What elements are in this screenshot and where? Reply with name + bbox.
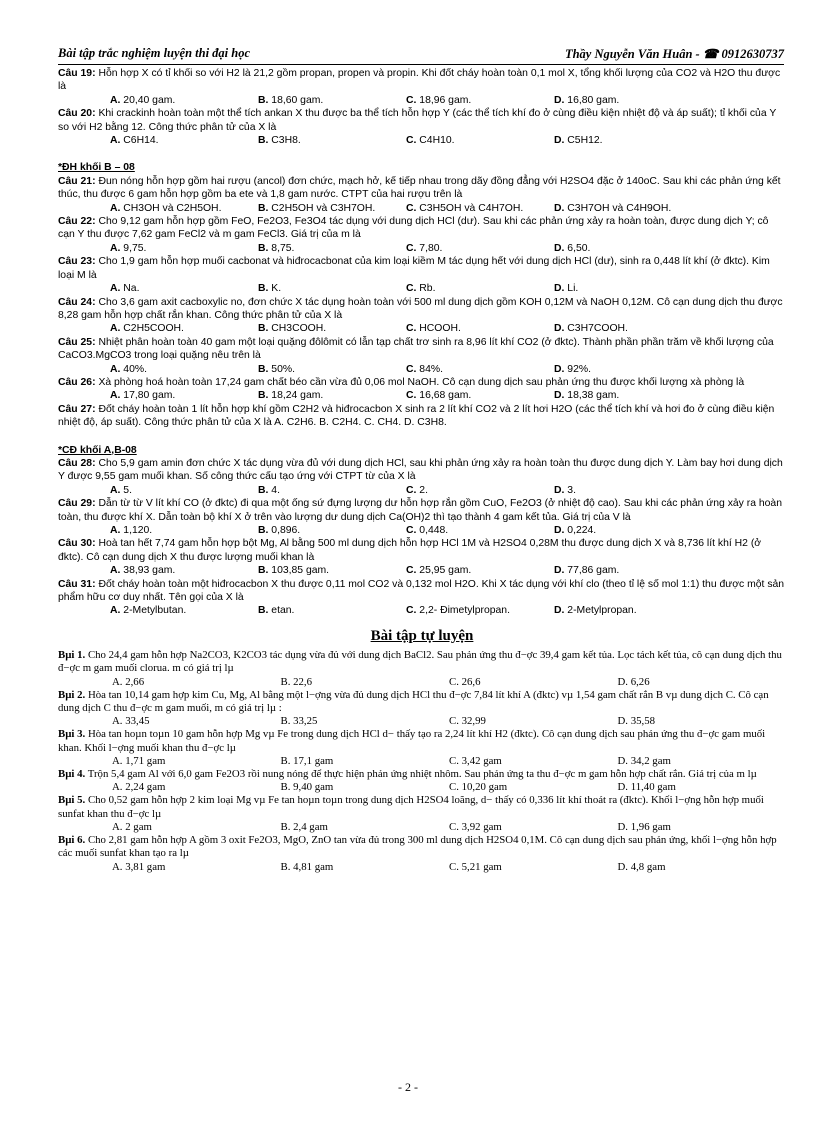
- answer-letter: A.: [110, 484, 121, 496]
- question-label: Câu 25:: [58, 336, 96, 348]
- question-text: [58, 336, 786, 363]
- exercise-body: Trộn 5,4 gam Al với 6,0 gam Fe2O3 rồi nung nóng để thực hiện phản ứng nhiệt nhôm. Sau phản ứng ta thu đ−ợc m gam hỗn hợp chất rắn. Giá trị của m lµ: [87, 768, 757, 781]
- answer-letter: C.: [406, 94, 417, 106]
- exercise-answer-option: B. 4,81 gam: [280, 860, 334, 873]
- question-body: Nhiệt phân hoàn toàn 40 gam một loại quặng đôlômit có lẫn tạp chất trơ sinh ra 8,96 lít khí CO2 (ở đktc). Thành phần phần trăm về khối lượng của CaCO3.MgCO3 trong loại quặng nêu trên là: [58, 336, 774, 362]
- answer-option: D. 16,80 gam.: [554, 94, 620, 106]
- question-label: Câu 31:: [58, 578, 96, 590]
- question-text: [58, 107, 786, 134]
- answer-letter: A.: [110, 242, 121, 254]
- answer-letter: D.: [554, 565, 565, 577]
- exercise-answer-option: A. 33,45: [112, 715, 150, 728]
- exercise-answer-option: B. 33,25: [280, 715, 318, 728]
- exercise-answer-option: C. 32,99: [449, 715, 486, 728]
- answer-letter: D.: [554, 283, 565, 295]
- answer-letter: B.: [258, 484, 269, 496]
- question-label: Câu 22:: [58, 216, 96, 228]
- answer-letter: C.: [406, 283, 417, 295]
- exercise-text: [58, 649, 786, 675]
- answer-option: D. 3.: [554, 484, 576, 496]
- answer-letter: C.: [406, 135, 417, 147]
- answer-option: C. 2.: [406, 484, 428, 496]
- answer-letter: A.: [110, 283, 121, 295]
- question-label: Câu 21:: [58, 175, 96, 187]
- answer-option: D. Li.: [554, 283, 579, 295]
- answer-letter: A.: [110, 202, 121, 214]
- exercise-answer-option: A. 3,81 gam: [112, 860, 166, 873]
- question-body: Cho 5,9 gam amin đơn chức X tác dụng vừa đủ với dung dịch HCl, sau khi phản ứng xảy ra hoàn toàn thu được dung dịch Y. Làm bay hơi dung dịch Y được 9,55 gam muối khan. Số công thức cấu tạo ứng với CTPT từ của X là: [58, 457, 783, 483]
- question-block-2: [58, 175, 786, 430]
- question-body: Đun nóng hỗn hợp gồm hai rượu (ancol) đơn chức, mạch hở, kế tiếp nhau trong dãy đồng đẳng với H2SO4 đặc ở 140oC. Sau khi các phản ứng kết thúc, thu được 6 gam hỗn hợp gồm ba ete và 1,8 gam nước. CTPT của hai rượu trên là: [58, 175, 781, 201]
- exercise-body: Cho 0,52 gam hỗn hợp 2 kim loại Mg vµ Fe tan hoµn toµn trong dung dịch H2SO4 loãng, d− thấy có 0,336 lít khí thoát ra (đktc). Khối l−ợng hỗn hợp muối sunfat khan thu đ−ợc lµ: [58, 794, 764, 820]
- answer-option: A. 9,75.: [110, 242, 147, 254]
- exercise-label: Bµi 2.: [58, 688, 86, 701]
- answer-letter: B.: [258, 242, 269, 254]
- answer-option: D. 77,86 gam.: [554, 565, 620, 577]
- question-body: Cho 9,12 gam hỗn hợp gồm FeO, Fe2O3, Fe3O4 tác dụng với dung dịch HCl (dư). Sau khi các phản ứng xảy ra hoàn toàn, được dung dịch Y; cô cạn Y thu được 7,62 gam FeCl2 và m gam FeCl3. Giá trị của m là: [58, 216, 769, 241]
- answer-option: B. 0,896.: [258, 525, 301, 536]
- answer-option: A. 20,40 gam.: [110, 94, 176, 106]
- question-label: Câu 19:: [58, 68, 96, 79]
- answer-letter: D.: [554, 242, 565, 254]
- page-number: - 2 -: [398, 1080, 418, 1094]
- exercise-label: Bµi 3.: [58, 728, 86, 741]
- section-heading-b08: *ĐH khối B – 08: [58, 162, 135, 174]
- exercise-answer-option: A. 1,71 gam: [112, 754, 166, 767]
- answer-option: C. 84%.: [406, 363, 443, 375]
- exercise-answer-option: D. 35,58: [617, 715, 655, 728]
- question-text: [58, 497, 786, 524]
- answer-option: A. 17,80 gam.: [110, 390, 176, 402]
- question-text: [58, 376, 786, 389]
- exercise-text: [58, 794, 786, 820]
- question-label: Câu 30:: [58, 538, 96, 550]
- answer-letter: C.: [406, 565, 417, 577]
- answer-letter: A.: [110, 525, 121, 536]
- question-body: Dẫn từ từ V lít khí CO (ở đktc) đi qua một ống sứ đựng lượng dư hỗn hợp rắn gồm CuO, Fe2O3 (ở nhiệt độ cao). Sau khi các phản ứng xảy ra hoàn toàn, thu được khí X. Dẫn toàn bộ khí X ở trên vào lượng dư dung dịch Ca(OH)2 thì tạo thành 4 gam kết tủa. Giá trị của V là: [58, 498, 782, 523]
- answer-letter: C.: [406, 323, 417, 335]
- question-body: Đốt cháy hoàn toàn 1 lít hỗn hợp khí gồm C2H2 và hiđrocacbon X sinh ra 2 lít khí CO2 và 2 lít hơi H2O (các thể tích khí và hơi đo ở cùng điều kiện nhiệt độ, áp suất). Công thức phân tử của X là A. C2H6. B. C2H4. C. CH4. D. C3H8.: [58, 403, 775, 429]
- answer-option: C. 25,95 gam.: [406, 565, 472, 577]
- answer-letter: C.: [406, 202, 417, 214]
- answer-letter: C.: [406, 525, 417, 536]
- answer-row: [58, 282, 786, 295]
- exercise-label: Bµi 1.: [58, 649, 86, 662]
- question-body: Hỗn hợp X có tỉ khối so với H2 là 21,2 gồm propan, propen và propin. Khi đốt cháy hoàn toàn 0,1 mol X, tổng khối lượng của CO2 và H2O thu được là: [58, 68, 781, 93]
- question-body: Xà phòng hoá hoàn toàn 17,24 gam chất béo cần vừa đủ 0,06 mol NaOH. Cô cạn dung dịch sau phản ứng thu được khối lượng xà phòng là: [98, 376, 745, 388]
- answer-letter: C.: [406, 484, 417, 496]
- exercise-answer-row: [58, 715, 786, 728]
- answer-option: C. HCOOH.: [406, 323, 461, 335]
- answer-option: B. K.: [258, 283, 282, 295]
- exercise-label: Bµi 6.: [58, 834, 86, 847]
- answer-option: D. C3H7OH và C4H9OH.: [554, 202, 672, 214]
- exercise-answer-row: [58, 676, 786, 689]
- exercise-label: Bµi 4.: [58, 768, 86, 781]
- answer-option: B. etan.: [258, 605, 295, 617]
- exercise-answer-option: D. 4,8 gam: [617, 860, 666, 873]
- answer-row: [58, 94, 786, 107]
- exercise-answer-option: D. 6,26: [617, 675, 650, 688]
- question-body: Hoà tan hết 7,74 gam hỗn hợp bột Mg, Al bằng 500 ml dung dịch hỗn hợp HCl 1M và H2SO4 0,28M thu được dung dịch X và 8,736 lít khí H2 (ở đktc). Cô cạn dung dịch X thu được lượng muối khan là: [58, 538, 762, 563]
- answer-option: D. C5H12.: [554, 135, 603, 147]
- header-title: Bài tập trắc nghiệm luyện thi đại học: [58, 46, 251, 60]
- exercise-answer-option: B. 22,6: [280, 675, 312, 688]
- answer-option: C. Rb.: [406, 283, 436, 295]
- exercise-text: [58, 689, 786, 715]
- exercise-answer-option: A. 2,66: [112, 675, 145, 688]
- question-label: Câu 23:: [58, 256, 96, 268]
- page-content: [58, 67, 786, 874]
- answer-letter: A.: [110, 390, 121, 402]
- exercise-body: Hòa tan hoµn toµn 10 gam hỗn hợp Mg vµ Fe trong dung dịch HCl d− thấy tạo ra 2,24 lít khí H2 (đktc). Cô cạn dung dịch sau phản ứng thu đ−ợc gam muối khan. Khối l−ợng muối khan thu đ−ợc lµ: [58, 728, 766, 754]
- answer-option: B. 8,75.: [258, 242, 295, 254]
- exercise-label: Bµi 5.: [58, 794, 86, 807]
- answer-letter: B.: [258, 605, 269, 617]
- question-body: Cho 3,6 gam axit cacboxylic no, đơn chức X tác dụng hoàn toàn với 500 ml dung dịch gồm KOH 0,12M và NaOH 0,12M. Cô cạn dung dịch thu được 8,28 gam hỗn hợp chất rắn khan. Công thức phân tử của X là: [58, 296, 783, 321]
- question-text: [58, 537, 786, 564]
- answer-option: B. 50%.: [258, 363, 295, 375]
- answer-letter: A.: [110, 565, 121, 577]
- answer-option: A. 5.: [110, 484, 132, 496]
- answer-row: [58, 604, 786, 617]
- answer-letter: D.: [554, 363, 565, 375]
- section-heading-cd08: *CĐ khối A,B-08: [58, 444, 137, 456]
- answer-letter: D.: [554, 605, 565, 617]
- question-text: [58, 175, 786, 202]
- exercise-answer-row: [58, 781, 786, 794]
- answer-option: A. 2-Metylbutan.: [110, 605, 187, 617]
- question-text: [58, 578, 786, 605]
- answer-option: C. 18,96 gam.: [406, 94, 472, 106]
- answer-option: C. 16,68 gam.: [406, 390, 472, 402]
- answer-option: D. 2-Metylpropan.: [554, 605, 637, 617]
- question-label: Câu 27:: [58, 403, 96, 415]
- question-block-3: [58, 457, 786, 618]
- answer-letter: D.: [554, 202, 565, 214]
- answer-letter: C.: [406, 390, 417, 402]
- question-label: Câu 28:: [58, 457, 96, 469]
- answer-option: D. 0,224.: [554, 525, 597, 536]
- question-text: [58, 403, 786, 430]
- self-study-title: Bài tập tự luyện: [370, 627, 474, 644]
- exercise-answer-row: [58, 861, 786, 874]
- answer-option: B. C2H5OH và C3H7OH.: [258, 202, 376, 214]
- question-block-1: [58, 67, 786, 147]
- question-body: Đốt cháy hoàn toàn một hiđrocacbon X thu được 0,11 mol CO2 và 0,132 mol H2O. Khi X tác dụng với khí clo (theo tỉ lệ số mol 1:1) thu được một sản phẩm hữu cơ duy nhất. Tên gọi của X là: [58, 578, 785, 604]
- exercise-text: [58, 728, 786, 754]
- question-label: Câu 29:: [58, 498, 96, 510]
- exercise-body: Cho 2,81 gam hỗn hợp A gồm 3 oxit Fe2O3, MgO, ZnO tan vừa đủ trong 300 ml dung dịch H2SO4 0,1M. Cô cạn dung dịch sau phản ứng, khối l−ợng hỗn hợp các muối sunfat khan tạo ra lµ: [58, 834, 777, 860]
- question-label: Câu 26:: [58, 376, 96, 388]
- header-author: Thầy Nguyễn Văn Huân - ☎ 0912630737: [564, 47, 784, 61]
- exercise-answer-option: A. 2,24 gam: [112, 781, 166, 794]
- answer-option: D. 6,50.: [554, 242, 591, 254]
- answer-row: [58, 134, 786, 147]
- answer-option: C. 2,2- Đimetylpropan.: [406, 605, 510, 617]
- answer-row: [58, 202, 786, 215]
- answer-row: [58, 484, 786, 497]
- question-text: [58, 457, 786, 484]
- answer-option: B. 4.: [258, 484, 280, 496]
- answer-letter: D.: [554, 525, 565, 536]
- answer-option: B. 18,24 gam.: [258, 390, 324, 402]
- question-body: Khi crackinh hoàn toàn một thể tích ankan X thu được ba thể tích hỗn hợp Y (các thể tích khí đo ở cùng điều kiện nhiệt độ và áp suất); tỉ khối của Y so với H2 bằng 12. Công thức phân tử của X là: [58, 108, 777, 133]
- question-text: [58, 296, 786, 323]
- answer-letter: C.: [406, 605, 417, 617]
- answer-option: C. 0,448.: [406, 525, 449, 536]
- exercise-answer-row: [58, 821, 786, 834]
- answer-row: [58, 524, 786, 537]
- answer-option: C. 7,80.: [406, 242, 443, 254]
- answer-row: [58, 389, 786, 402]
- answer-letter: B.: [258, 323, 269, 335]
- exercise-answer-option: C. 26,6: [449, 675, 481, 688]
- exercise-answer-option: C. 5,21 gam: [449, 860, 502, 873]
- exercise-answer-option: C. 3,92 gam: [449, 820, 502, 833]
- answer-letter: B.: [258, 202, 269, 214]
- answer-option: A. 38,93 gam.: [110, 565, 176, 577]
- answer-option: A. CH3OH và C2H5OH.: [110, 202, 222, 214]
- answer-letter: A.: [110, 605, 121, 617]
- answer-option: C. C4H10.: [406, 135, 455, 147]
- answer-option: A. C6H14.: [110, 135, 159, 147]
- answer-option: A. 40%.: [110, 363, 147, 375]
- question-label: Câu 24:: [58, 296, 96, 308]
- answer-letter: A.: [110, 323, 121, 335]
- answer-letter: A.: [110, 94, 121, 106]
- question-text: [58, 215, 786, 242]
- answer-letter: B.: [258, 565, 269, 577]
- answer-letter: B.: [258, 525, 269, 536]
- answer-letter: A.: [110, 363, 121, 375]
- answer-letter: B.: [258, 94, 269, 106]
- question-label: Câu 20:: [58, 108, 96, 120]
- question-text: [58, 255, 786, 282]
- exercise-answer-option: A. 2 gam: [112, 820, 152, 833]
- exercise-answer-option: B. 2,4 gam: [280, 820, 328, 833]
- answer-option: D. 92%.: [554, 363, 591, 375]
- answer-option: B. C3H8.: [258, 135, 301, 147]
- answer-row: [58, 564, 786, 577]
- exercise-body: Hòa tan 10,14 gam hợp kim Cu, Mg, Al bằng một l−ợng vừa đủ dung dịch HCl thu đ−ợc 7,84 lít khí A (đktc) vµ 1,54 gam chất rắn B vµ dung dịch C. Cô cạn dung dịch C thu đ−ợc m gam muối, m có giá trị lµ :: [58, 688, 769, 715]
- answer-option: A. Na.: [110, 283, 140, 295]
- answer-letter: B.: [258, 390, 269, 402]
- exercise-text: [58, 834, 786, 860]
- exercise-answer-option: D. 11,40 gam: [617, 781, 676, 794]
- page-header: [58, 44, 784, 65]
- answer-option: B. 18,60 gam.: [258, 94, 324, 106]
- answer-letter: D.: [554, 135, 565, 147]
- answer-option: D. 18,38 gam.: [554, 390, 620, 402]
- exercise-answer-option: C. 3,42 gam: [449, 754, 502, 767]
- answer-row: [58, 363, 786, 376]
- exercise-body: Cho 24,4 gam hỗn hợp Na2CO3, K2CO3 tác dụng vừa đủ với dung dịch BaCl2. Sau phản ứng thu đ−ợc 39,4 gam kết tủa. Lọc tách kết tủa, cô cạn dung dịch thu đ−ợc m gam muối clorua. m có giá trị lµ: [58, 649, 782, 675]
- exercise-text: [58, 768, 786, 781]
- answer-letter: B.: [258, 283, 269, 295]
- answer-option: B. CH3COOH.: [258, 323, 327, 335]
- answer-letter: D.: [554, 390, 565, 402]
- answer-option: C. C3H5OH và C4H7OH.: [406, 202, 524, 214]
- answer-letter: C.: [406, 363, 417, 375]
- exercise-answer-option: D. 1,96 gam: [617, 820, 671, 833]
- answer-letter: D.: [554, 484, 565, 496]
- answer-row: [58, 242, 786, 255]
- exercise-answer-option: B. 9,40 gam: [280, 781, 334, 794]
- answer-letter: B.: [258, 363, 269, 375]
- question-body: Cho 1,9 gam hỗn hợp muối cacbonat và hiđrocacbonat của kim loại kiềm M tác dụng hết với dung dịch HCl (dư), sinh ra 0,448 lít khí (ở đktc). Kim loại M là: [58, 256, 770, 281]
- answer-letter: D.: [554, 323, 565, 335]
- answer-letter: B.: [258, 135, 269, 147]
- exercise-answer-option: C. 10,20 gam: [449, 781, 508, 794]
- answer-letter: D.: [554, 94, 565, 106]
- answer-row: [58, 322, 786, 335]
- answer-option: D. C3H7COOH.: [554, 323, 628, 335]
- exercise-list: [58, 649, 786, 873]
- exercise-answer-row: [58, 755, 786, 768]
- exercise-answer-option: D. 34,2 gam: [617, 754, 671, 767]
- exercise-answer-option: B. 17,1 gam: [280, 754, 334, 767]
- answer-option: B. 103,85 gam.: [258, 565, 330, 577]
- question-text: [58, 67, 786, 94]
- answer-option: A. C2H5COOH.: [110, 323, 184, 335]
- answer-option: A. 1,120.: [110, 525, 153, 536]
- answer-letter: A.: [110, 135, 121, 147]
- answer-letter: C.: [406, 242, 417, 254]
